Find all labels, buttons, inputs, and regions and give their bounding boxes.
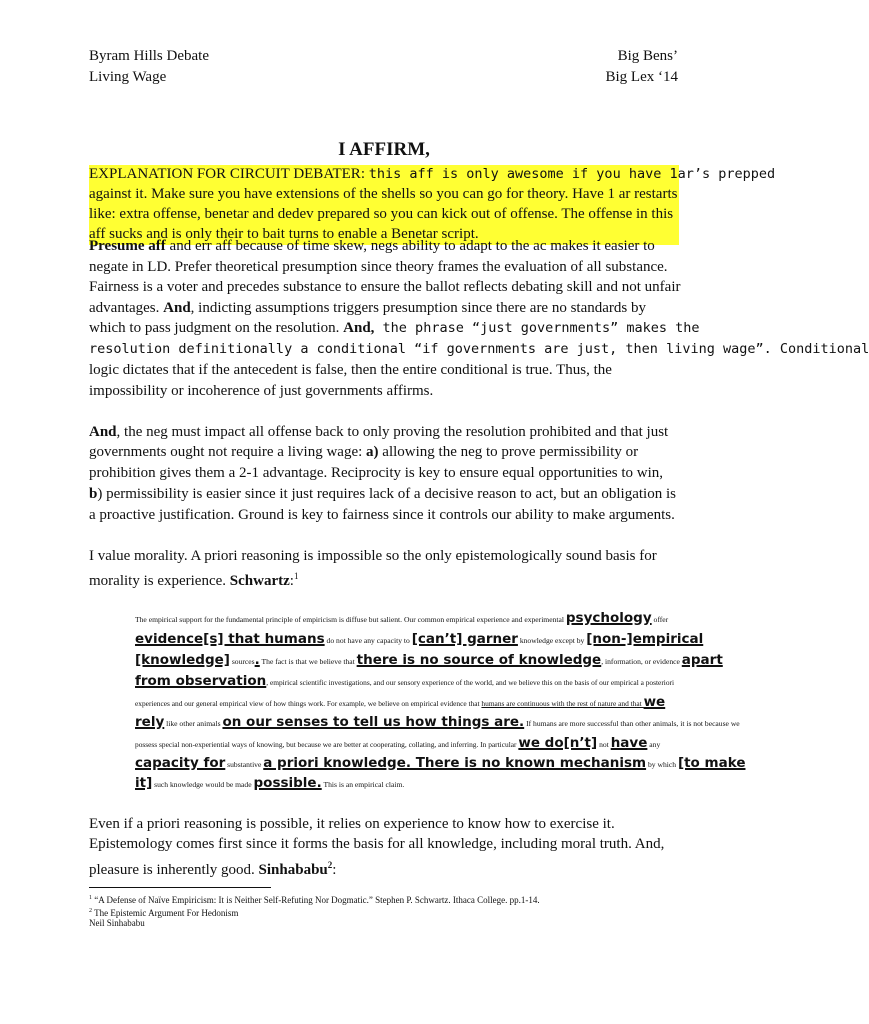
footnote-separator	[89, 887, 271, 888]
highlight-line-1: EXPLANATION FOR CIRCUIT DEBATER: this aff is only awesome if you have 1ar’s prepped	[89, 166, 776, 182]
para1-line-4: advantages. And, indicting assumptions triggers presumption since there are no standards by	[89, 300, 646, 316]
para2-line-5: a proactive justification. Ground is key to fairness since it controls our ability to make arguments.	[89, 507, 675, 523]
para2-line-2: governments ought not require a living wage: a) allowing the neg to prove permissibility or	[89, 444, 639, 460]
para1-line-1: Presume aff and err aff because of time skew, negs ability to adapt to the ac makes it easier to	[89, 238, 655, 254]
card-line-5: experiences and our general empirical view of how things work. For example, we believe on empirical evidence that humans are continuous with the rest of nature and that we	[135, 694, 666, 710]
header-topic: Living Wage	[89, 69, 167, 85]
para1-line-8: impossibility or incoherence of just governments affirms.	[89, 383, 434, 399]
para1-line-5: which to pass judgment on the resolution. And, the phrase “just governments” makes the	[89, 320, 700, 336]
card-line-2: evidence[s] that humans do not have any capacity to [can’t] garner knowledge except by [non-]empirical	[135, 631, 704, 647]
para4-line-1: Even if a priori reasoning is possible, it relies on experience to know how to exercise it.	[89, 816, 615, 832]
footnote-2-author: Neil Sinhababu	[89, 918, 145, 928]
card-line-1: The empirical support for the fundamental principle of empiricism is diffuse but salient. Our common empirical experience and experimental psychology offer	[135, 610, 669, 626]
card-line-9: it] such knowledge would be made possible. This is an empirical claim.	[135, 775, 405, 791]
card-line-8: capacity for substantive a priori knowledge. There is no known mechanism by which [to make	[135, 755, 746, 771]
highlight-line-3: like: extra offense, benetar and dedev prepared so you can kick out of offense. The offense in this	[89, 206, 674, 222]
card-line-7: possess special non-experiential ways of knowing, but because we are better at cooperating, collating, and inferring. In particular we do[n’t] not have any	[135, 735, 661, 751]
para2-line-1: And, the neg must impact all offense back to only proving the resolution prohibited and that just	[89, 424, 669, 440]
highlight-line-4: aff sucks and is only their to bait turns to enable a Benetar script.	[89, 226, 479, 242]
para3-line-2: morality is experience. Schwartz:$^1$	[89, 571, 299, 589]
para1-line-6: resolution definitionally a conditional “if governments are just, then living wage”. Conditional	[89, 341, 869, 357]
card-line-4: from observation, empirical scientific investigations, and our sensory experience of the world, and we believe this on the basis of our empirical a posteriori	[135, 673, 675, 689]
para4-line-2: Epistemology comes first since it forms the basis for all knowledge, including moral truth. And,	[89, 836, 665, 852]
card-line-6: rely like other animals on our senses to tell us how things are. If humans are more successful than other animals, it is not because we	[135, 714, 740, 730]
para1-line-3: Fairness is a voter and precedes substance to ensure the ballot reflects debating skill and not unfair	[89, 279, 681, 295]
page-title: I AFFIRM,	[338, 139, 430, 160]
footnote-2: $^2$ The Epistemic Argument For Hedonism	[89, 908, 239, 918]
footnote-1: $^1$ “A Defense of Naïve Empiricism: It is Neither Self-Refuting Nor Dogmatic.” Stephen P. Schwartz. Ithaca College. pp.1-14.	[89, 895, 540, 905]
para1-line-7: logic dictates that if the antecedent is false, then the entire conditional is true. Thus, the	[89, 362, 612, 378]
highlight-line-2: against it. Make sure you have extensions of the shells so you can go for theory. Have 1 ar restarts	[89, 186, 678, 202]
para2-line-4: b) permissibility is easier since it just requires lack of a decisive reason to act, but an obligation is	[89, 486, 676, 502]
header-lab: Big Lex ‘14	[605, 69, 678, 85]
para3-line-1: I value morality. A priori reasoning is impossible so the only epistemologically sound basis for	[89, 548, 657, 564]
header-camp: Big Bens’	[617, 48, 678, 64]
header-school: Byram Hills Debate	[89, 48, 209, 64]
para4-line-3: pleasure is inherently good. Sinhababu$^2$:	[89, 860, 337, 878]
card-line-3: [knowledge] sources. The fact is that we believe that there is no source of knowledge, information, or evidence apart	[135, 652, 723, 668]
para2-line-3: prohibition gives them a 2-1 advantage. Reciprocity is key to ensure equal opportunities to win,	[89, 465, 664, 481]
para1-line-2: negate in LD. Prefer theoretical presumption since theory frames the evaluation of all substance.	[89, 259, 668, 275]
